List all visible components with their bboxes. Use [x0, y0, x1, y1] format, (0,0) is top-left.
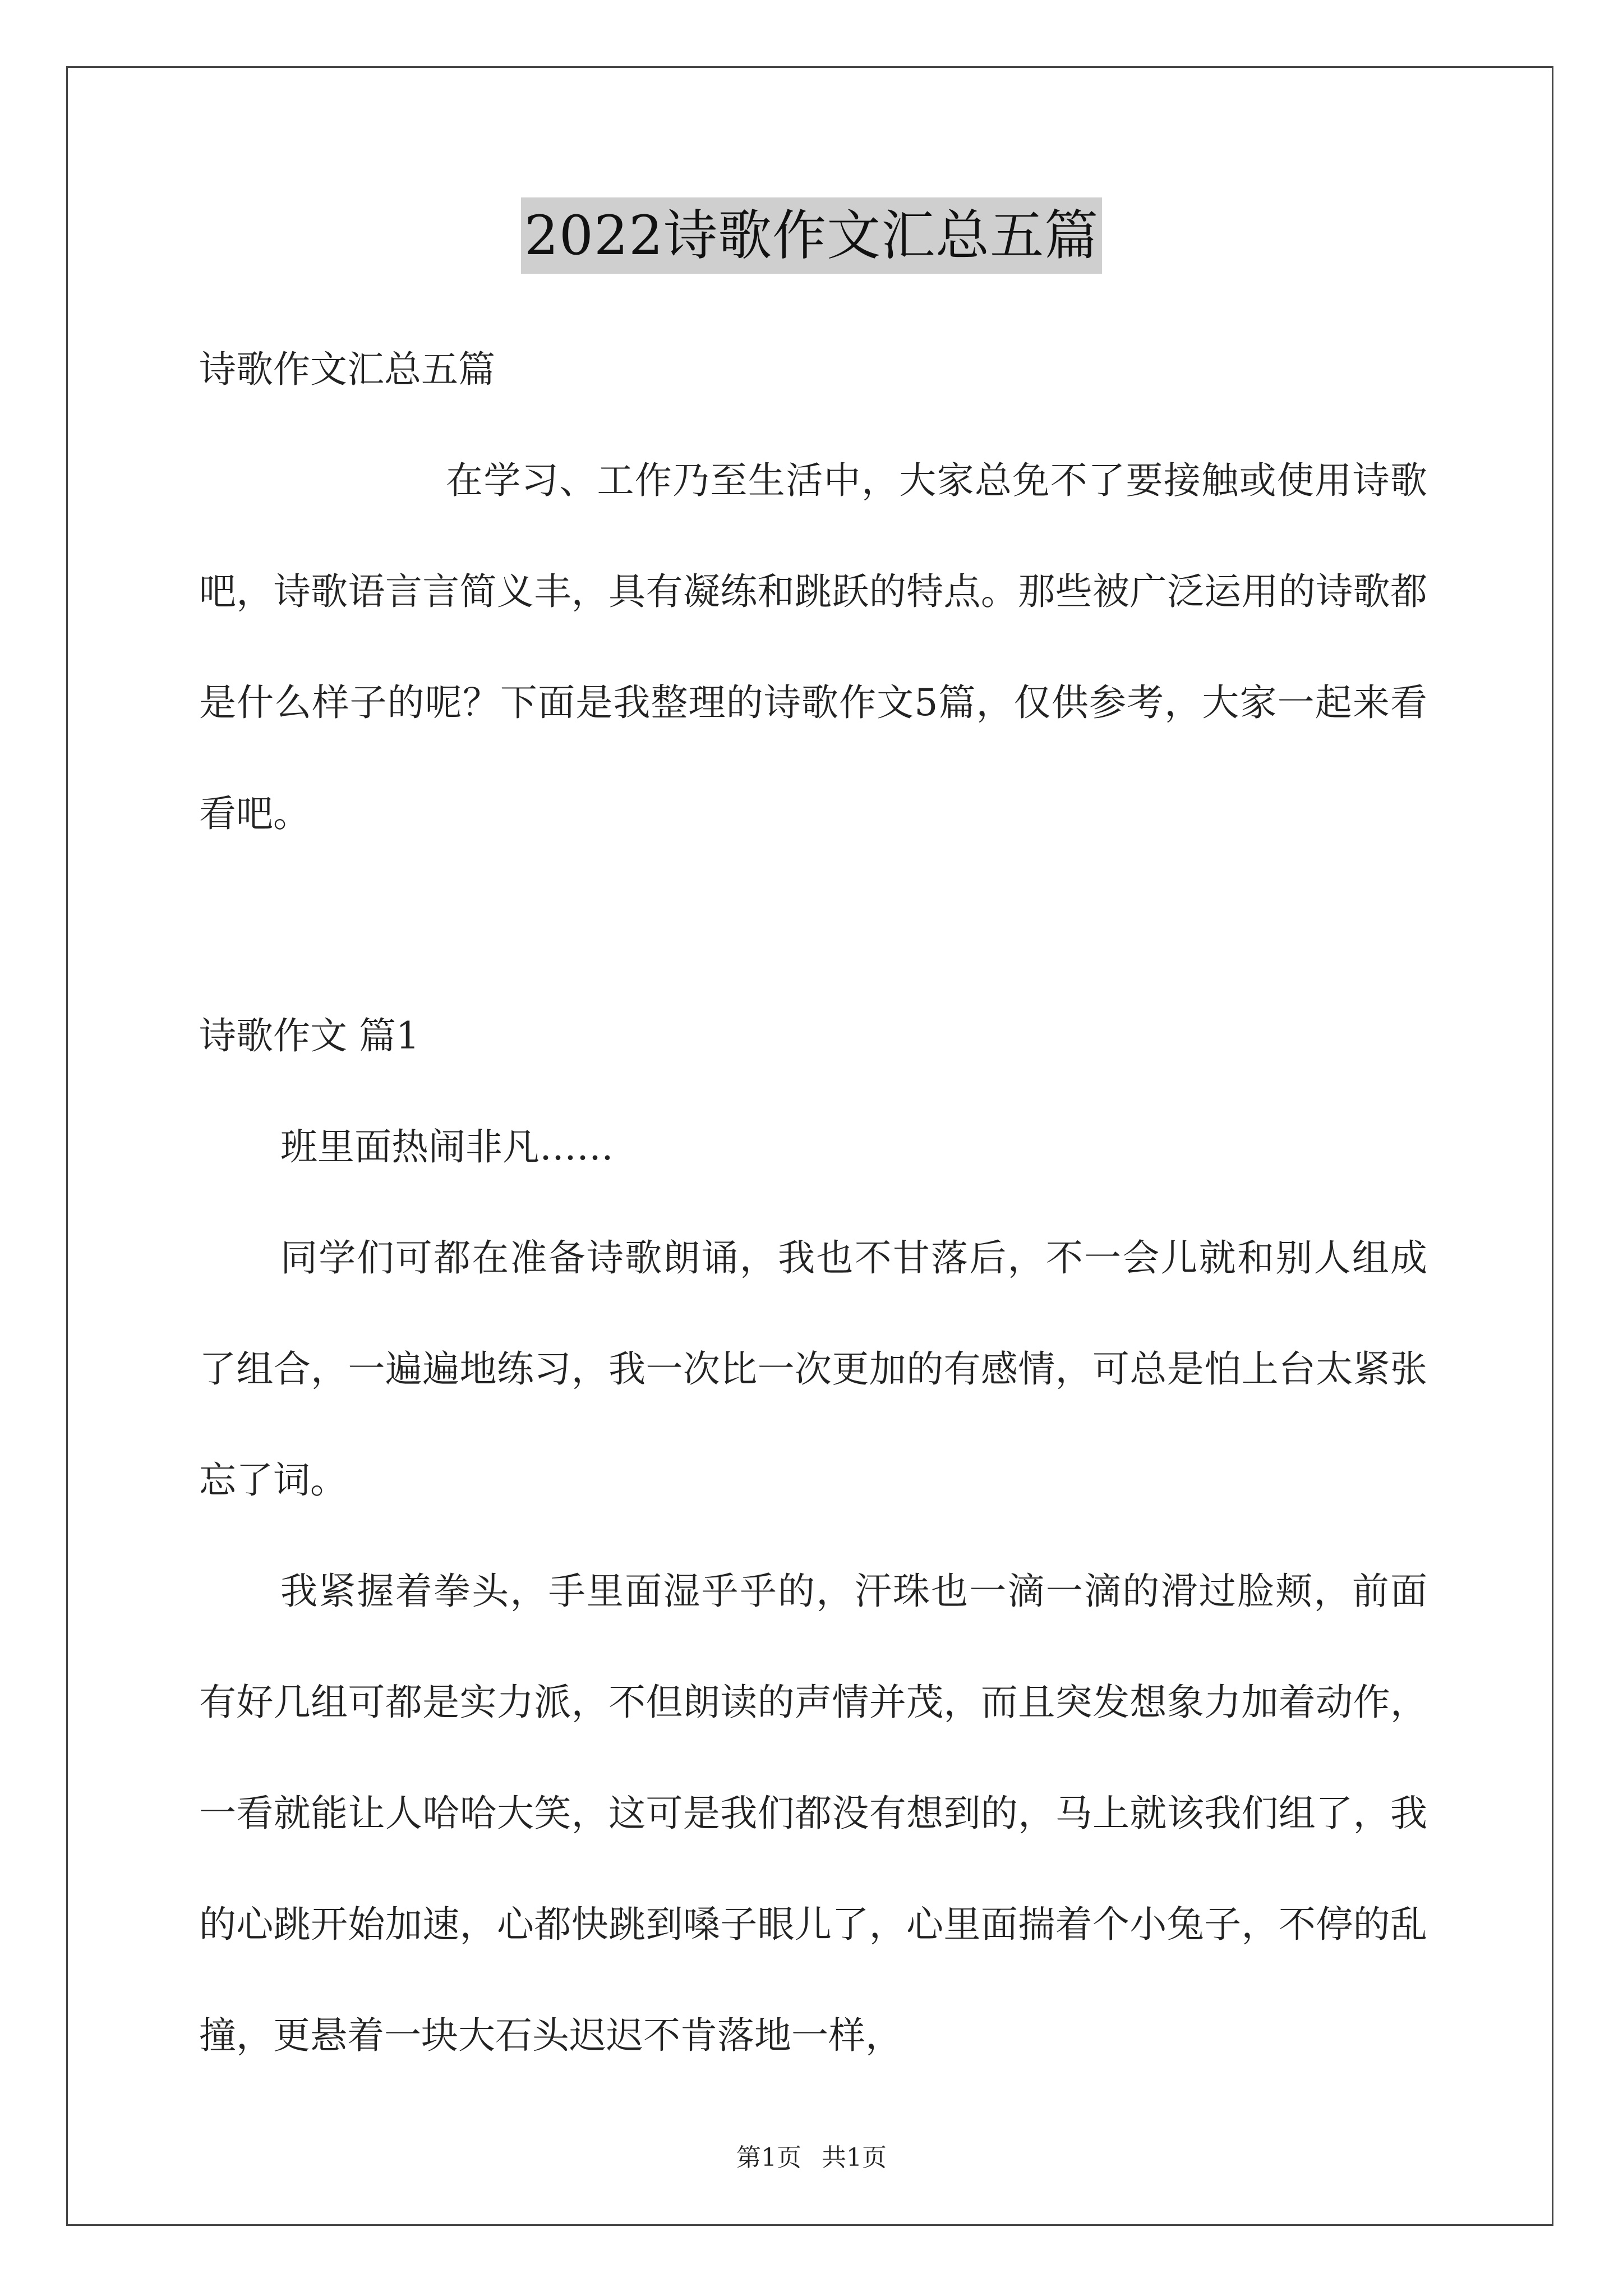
body-paragraph: 我紧握着拳头，手里面湿乎乎的，汗珠也一滴一滴的滑过脸颊，前面有好几组可都是实力派，不但朗读的声情并茂，而且突发想象力加着动作，一看就能让人哈哈大笑，这可是我们都没有想到的，马上就该我们组了，我的心跳开始加速，心都快跳到嗓子眼儿了，心里面揣着个小兔子，不停的乱撞，更悬着一块大石头迟迟不肯落地一样，: [199, 1570, 1427, 2057]
page-total: 共1页: [822, 2143, 887, 2172]
page-number: 第1页: [736, 2143, 801, 2172]
document-subtitle: 诗歌作文汇总五篇: [199, 348, 495, 391]
page-footer: [0, 2137, 1623, 2173]
title-container: [0, 197, 1623, 274]
document-body: [199, 314, 1427, 2091]
body-paragraph: 同学们可都在准备诗歌朗诵，我也不甘落后，不一会儿就和别人组成了组合，一遍遍地练习，我一次比一次更加的有感情，可总是怕上台太紧张忘了词。: [199, 1236, 1427, 1502]
intro-paragraph: 在学习、工作乃至生活中，大家总免不了要接触或使用诗歌吧，诗歌语言言简义丰，具有凝练和跳跃的特点。那些被广泛运用的诗歌都是什么样子的呢？下面是我整理的诗歌作文5篇，仅供参考，大家一起来看看吧。: [199, 459, 1427, 835]
document-title: 2022诗歌作文汇总五篇: [521, 197, 1102, 274]
section-heading: 诗歌作文 篇1: [199, 1014, 419, 1057]
body-paragraph: 班里面热闹非凡……: [280, 1125, 614, 1168]
section-gap: [199, 869, 1427, 981]
